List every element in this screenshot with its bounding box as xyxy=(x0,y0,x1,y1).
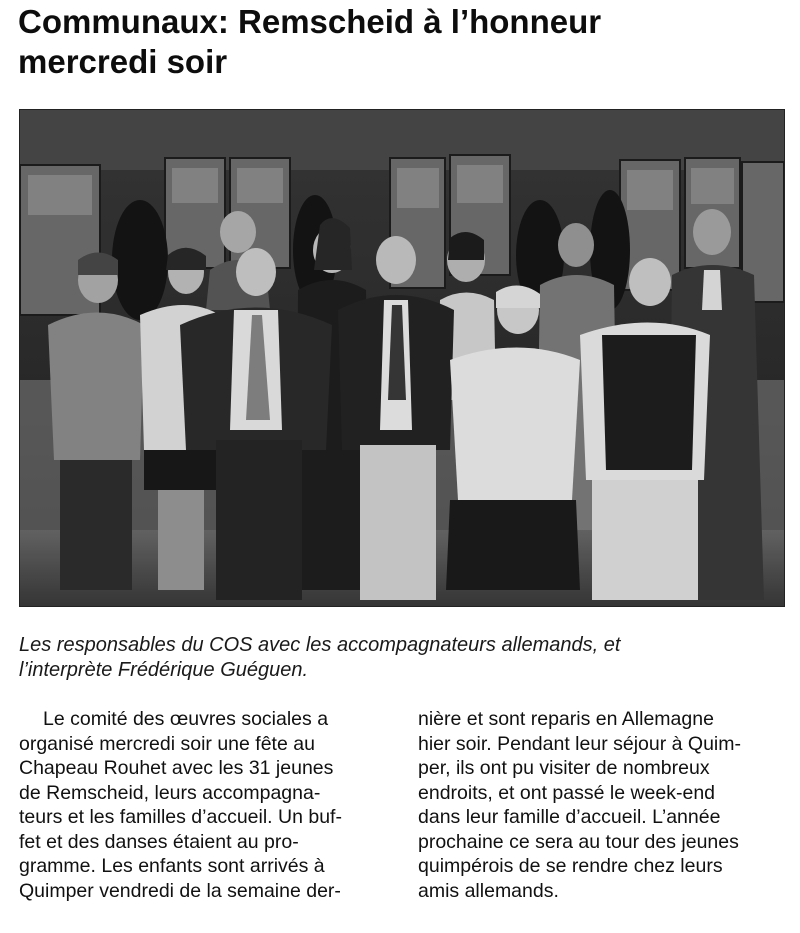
body-line: gramme. Les enfants sont arrivés à xyxy=(19,855,325,877)
caption-line-2: l’interprète Frédérique Guéguen. xyxy=(19,659,309,681)
body-line: per, ils ont pu visiter de nombreux xyxy=(418,757,710,779)
headline-line-1: Communaux: Remscheid à l’honneur xyxy=(18,3,602,40)
body-line: teurs et les familles d’accueil. Un buf- xyxy=(19,806,342,828)
body-line: quimpérois de se rendre chez leurs xyxy=(418,855,723,877)
article-headline xyxy=(18,2,788,82)
body-line: hier soir. Pendant leur séjour à Quim- xyxy=(418,732,741,755)
headline-line-2: mercredi soir xyxy=(18,43,228,80)
body-line: prochaine ce sera au tour des jeunes xyxy=(418,830,739,853)
caption-line-1: Les responsables du COS avec les accompagnateurs allemands, et xyxy=(19,634,621,656)
photo-caption xyxy=(19,633,789,683)
body-line: de Remscheid, leurs accompagna- xyxy=(19,781,321,804)
body-column-left xyxy=(19,707,385,903)
body-line: organisé mercredi soir une fête au xyxy=(19,732,315,755)
body-line: fet et des danses étaient au pro- xyxy=(19,830,299,853)
body-line: dans leur famille d’accueil. L’année xyxy=(418,806,721,828)
body-line: Quimper vendredi de la semaine der- xyxy=(19,879,341,902)
body-line: endroits, et ont passé le week-end xyxy=(418,781,716,804)
body-column-right xyxy=(418,707,784,903)
body-line: Chapeau Rouhet avec les 31 jeunes xyxy=(19,757,334,779)
body-line: nière et sont reparis en Allemagne xyxy=(418,708,714,730)
body-line: amis allemands. xyxy=(418,879,559,902)
body-line: Le comité des œuvres sociales a xyxy=(43,708,329,730)
group-photo xyxy=(19,109,785,607)
